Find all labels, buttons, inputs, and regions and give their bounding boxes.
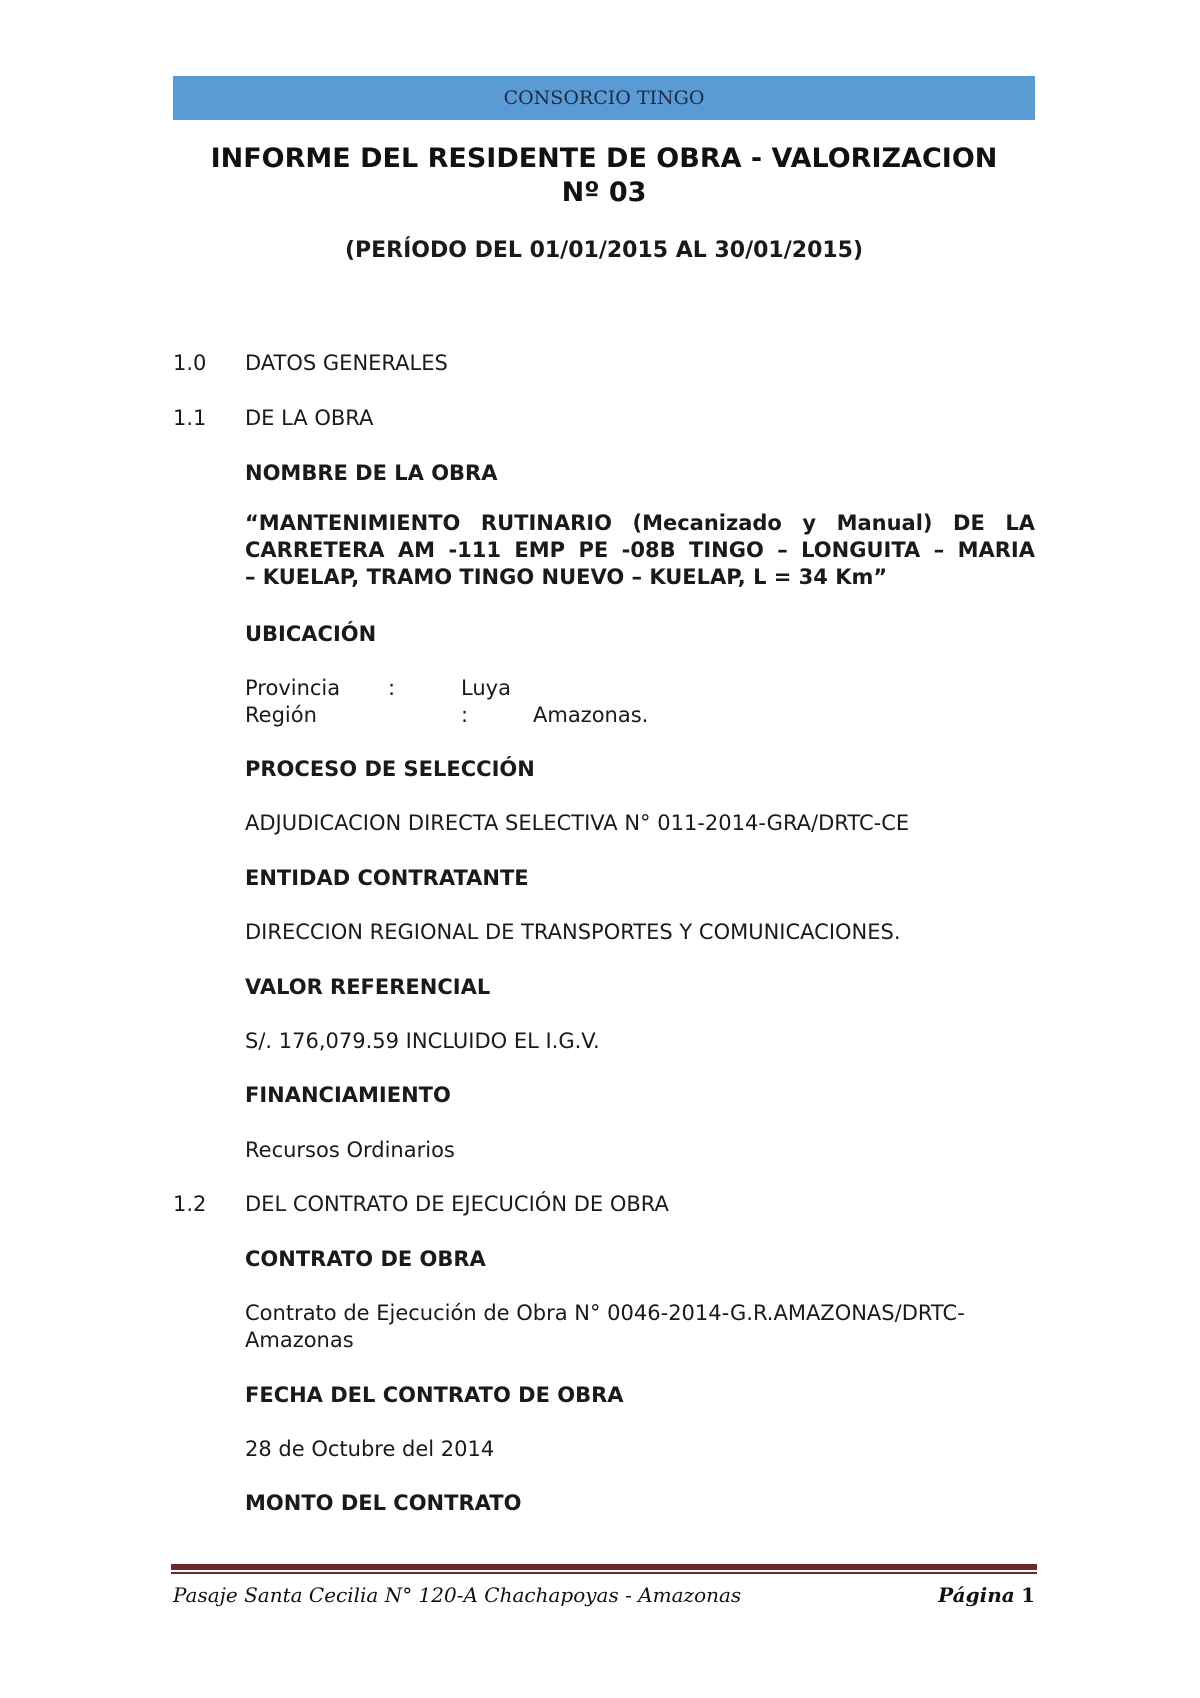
section-heading-contrato-ejecucion: DEL CONTRATO DE EJECUCIÓN DE OBRA	[245, 1192, 669, 1216]
label-fecha-contrato: FECHA DEL CONTRATO DE OBRA	[245, 1383, 624, 1407]
nombre-obra-line-3: – KUELAP, TRAMO TINGO NUEVO – KUELAP, L = 34 Km”	[245, 565, 888, 589]
label-proceso-seleccion: PROCESO DE SELECCIÓN	[245, 757, 535, 781]
contrato-obra-line-1: Contrato de Ejecución de Obra N° 0046-2014-G.R.AMAZONAS/DRTC-	[245, 1301, 965, 1325]
footer-address: Pasaje Santa Cecilia N° 120-A Chachapoyas - Amazonas	[173, 1583, 742, 1607]
section-number-1-0: 1.0	[173, 351, 207, 375]
contrato-obra-line-2: Amazonas	[245, 1328, 354, 1352]
label-contrato-obra: CONTRATO DE OBRA	[245, 1247, 486, 1271]
footer-page-number: 1	[1021, 1583, 1035, 1607]
footer-page-label: Página	[938, 1583, 1015, 1607]
header-company-bar	[173, 76, 1035, 120]
nombre-obra-line-2: CARRETERA AM -111 EMP PE -08B TINGO – LONGUITA – MARIA	[245, 538, 1035, 562]
label-provincia: Provincia	[245, 676, 341, 700]
footer-page-indicator	[938, 1580, 1035, 1610]
label-entidad-contratante: ENTIDAD CONTRATANTE	[245, 866, 529, 890]
label-region: Región	[245, 703, 317, 727]
nombre-obra-line-1: “MANTENIMIENTO RUTINARIO (Mecanizado y Manual) DE LA	[245, 511, 1035, 535]
fecha-contrato-value: 28 de Octubre del 2014	[245, 1437, 495, 1461]
footer-divider-thick	[171, 1564, 1037, 1570]
nombre-obra-value	[245, 510, 1035, 591]
proceso-seleccion-value: ADJUDICACION DIRECTA SELECTIVA N° 011-2014-GRA/DRTC-CE	[245, 811, 910, 835]
valor-referencial-value: S/. 176,079.59 INCLUIDO EL I.G.V.	[245, 1029, 600, 1053]
financiamiento-value: Recursos Ordinarios	[245, 1138, 455, 1162]
label-financiamiento: FINANCIAMIENTO	[245, 1083, 451, 1107]
report-title: INFORME DEL RESIDENTE DE OBRA - VALORIZACION	[210, 143, 998, 174]
footer-divider-thin	[171, 1572, 1037, 1574]
section-number-1-2: 1.2	[173, 1192, 207, 1216]
region-value: Amazonas.	[533, 703, 649, 727]
region-separator: :	[461, 703, 469, 727]
section-number-1-1: 1.1	[173, 406, 207, 430]
label-ubicacion: UBICACIÓN	[245, 622, 377, 646]
header-company-name: CONSORCIO TINGO	[503, 87, 705, 109]
report-period: (PERÍODO DEL 01/01/2015 AL 30/01/2015)	[344, 238, 864, 263]
report-number: Nº 03	[561, 177, 647, 208]
label-nombre-obra: NOMBRE DE LA OBRA	[245, 461, 498, 485]
provincia-value: Luya	[461, 676, 511, 700]
label-valor-referencial: VALOR REFERENCIAL	[245, 975, 491, 999]
label-monto-contrato: MONTO DEL CONTRATO	[245, 1491, 522, 1515]
entidad-contratante-value: DIRECCION REGIONAL DE TRANSPORTES Y COMUNICACIONES.	[245, 920, 901, 944]
provincia-separator: :	[388, 676, 396, 700]
section-heading-de-la-obra: DE LA OBRA	[245, 406, 374, 430]
section-heading-datos-generales: DATOS GENERALES	[245, 351, 448, 375]
